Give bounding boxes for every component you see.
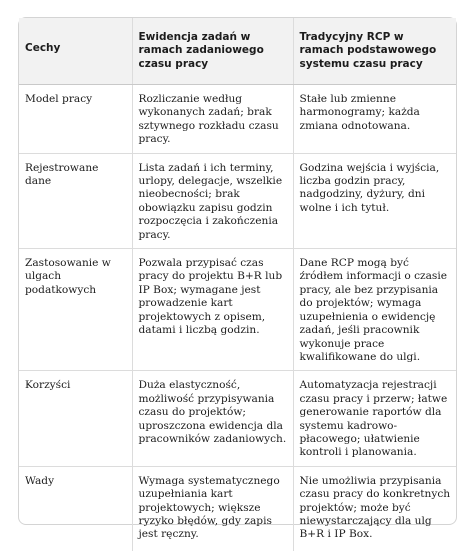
header-cell-traditional-rcp: Tradycyjny RCP w ramach podstawowego systemu czasu pracy <box>293 18 456 85</box>
row-label-cell: Zastosowanie w ulgach podatkowych <box>19 249 132 371</box>
comparison-table-container <box>18 17 457 525</box>
header-row <box>19 18 456 85</box>
task-records-cell: Rozliczanie według wykonanych zadań; brak sztywnego rozkładu czasu pracy. <box>132 85 293 154</box>
table-row <box>19 153 456 248</box>
task-records-cell: Pozwala przypisać czas pracy do projektu B+R lub IP Box; wymagane jest prowadzenie kart projektowych z opisem, datami i liczbą godzin. <box>132 249 293 371</box>
task-records-cell: Wymaga systematycznego uzupełniania kart projektowych; większe ryzyko błędów, gdy zapis jest ręczny. <box>132 466 293 551</box>
task-records-cell: Lista zadań i ich terminy, urlopy, delegacje, wszelkie nieobecności; brak obowiązku zapisu godzin rozpoczęcia i zakończenia pracy. <box>132 153 293 248</box>
table-body <box>19 85 456 551</box>
table-row <box>19 466 456 551</box>
traditional-rcp-cell: Automatyzacja rejestracji czasu pracy i przerw; łatwe generowanie raportów dla systemu kadrowo-płacowego; ułatwienie kontroli i planowania. <box>293 371 456 466</box>
header-cell-task-records: Ewidencja zadań w ramach zadaniowego czasu pracy <box>132 18 293 85</box>
comparison-table <box>19 18 456 551</box>
row-label-cell: Korzyści <box>19 371 132 466</box>
task-records-cell: Duża elastyczność, możliwość przypisywania czasu do projektów; uproszczona ewidencja dla pracowników zadaniowych. <box>132 371 293 466</box>
table-row <box>19 85 456 154</box>
traditional-rcp-cell: Dane RCP mogą być źródłem informacji o czasie pracy, ale bez przypisania do projektów; wymaga uzupełnienia o ewidencję zadań, jeśli pracownik wykonuje prace kwalifikowane do ulgi. <box>293 249 456 371</box>
row-label-cell: Rejestrowane dane <box>19 153 132 248</box>
row-label-cell: Wady <box>19 466 132 551</box>
row-label-cell: Model pracy <box>19 85 132 154</box>
table-row <box>19 371 456 466</box>
traditional-rcp-cell: Godzina wejścia i wyjścia, liczba godzin pracy, nadgodziny, dyżury, dni wolne i ich tytuł. <box>293 153 456 248</box>
table-header <box>19 18 456 85</box>
table-row <box>19 249 456 371</box>
traditional-rcp-cell: Stałe lub zmienne harmonogramy; każda zmiana odnotowana. <box>293 85 456 154</box>
traditional-rcp-cell: Nie umożliwia przypisania czasu pracy do konkretnych projektów; może być niewystarczający dla ulg B+R i IP Box. <box>293 466 456 551</box>
header-cell-features: Cechy <box>19 18 132 85</box>
